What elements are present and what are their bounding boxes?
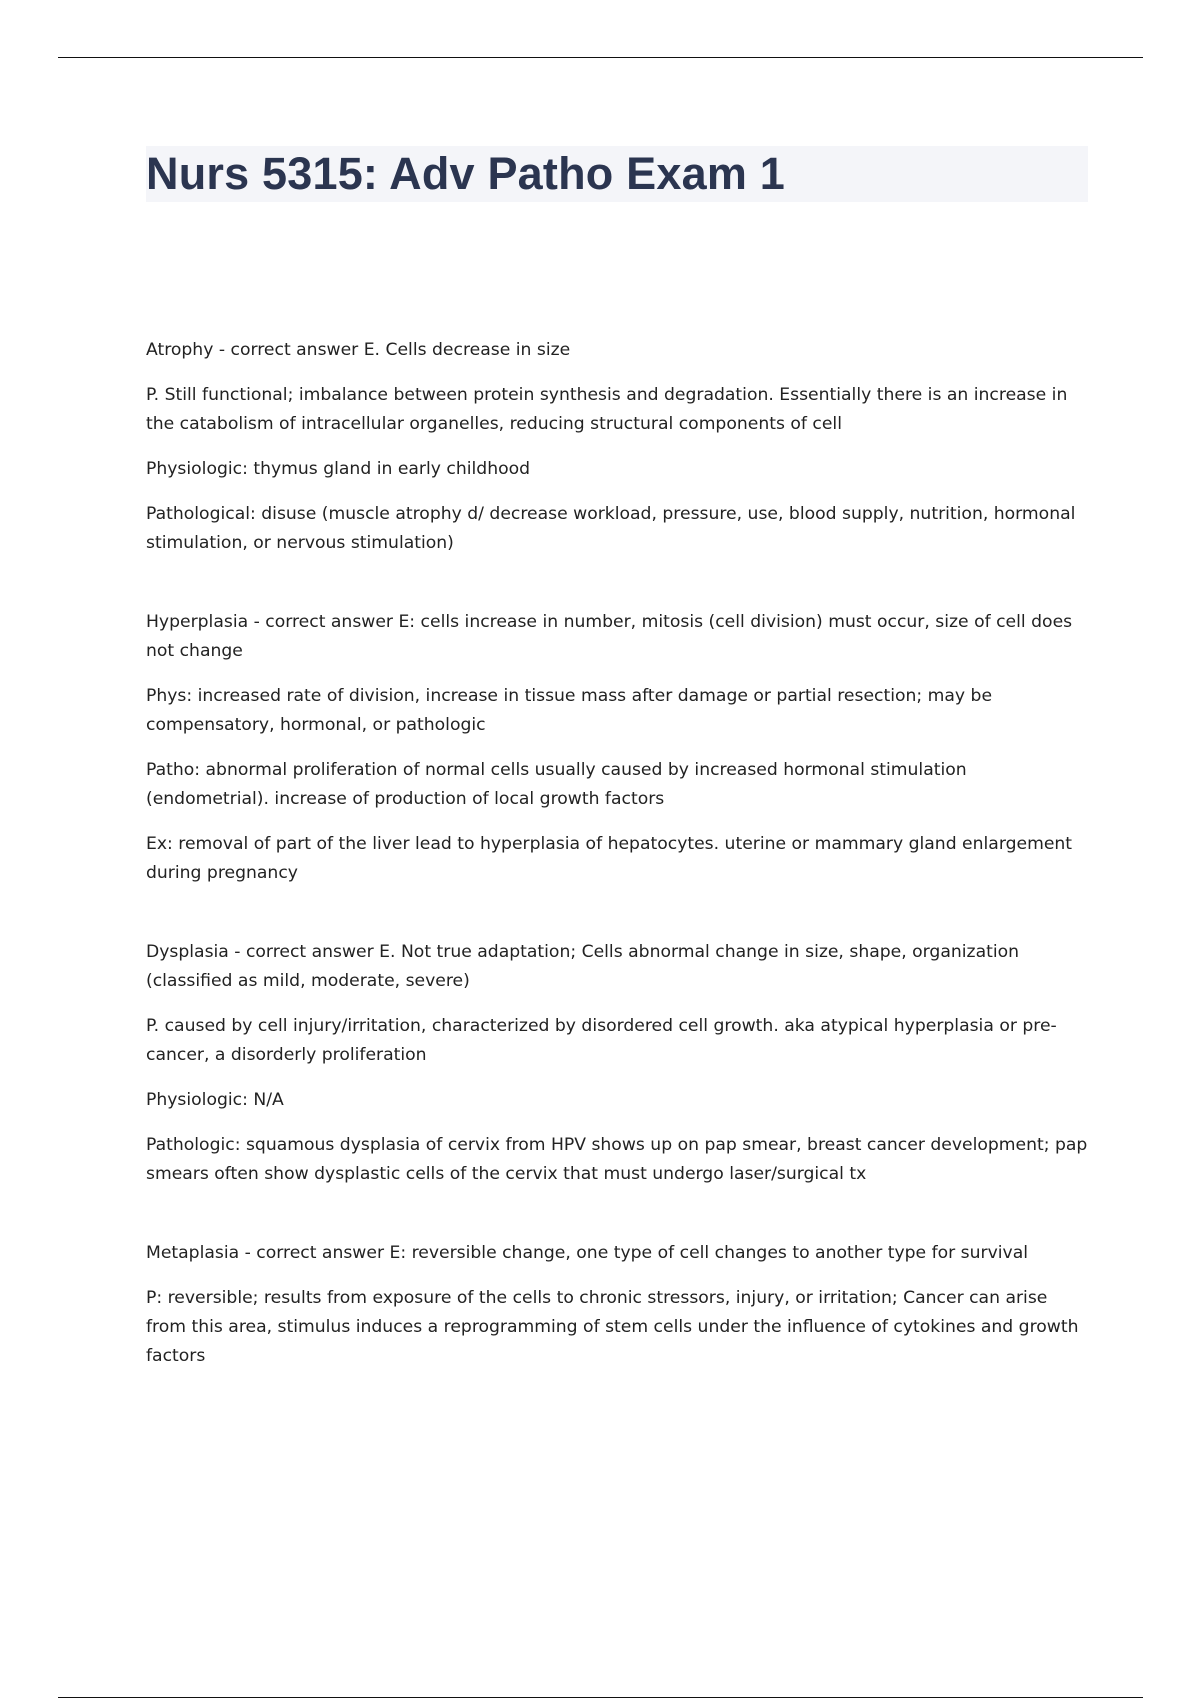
hyperplasia-pathologic: Patho: abnormal proliferation of normal cells usually caused by increased hormonal stimulation (endometrial). increase of production of local growth factors [146, 760, 967, 809]
document-title: Nurs 5315: Adv Patho Exam 1 [146, 148, 785, 199]
metaplasia-definition: Metaplasia - correct answer E: reversible change, one type of cell changes to another type for survival [146, 1243, 1029, 1263]
atrophy-pathological: Pathological: disuse (muscle atrophy d/ decrease workload, pressure, use, blood supply, nutrition, hormonal stimulation, or nervous stimulation) [146, 504, 1076, 553]
dysplasia-pathologic: Pathologic: squamous dysplasia of cervix from HPV shows up on pap smear, breast cancer development; pap smears often show dysplastic cells of the cervix that must undergo laser/surgical tx [146, 1135, 1088, 1184]
section-dysplasia [146, 938, 1091, 1189]
dysplasia-physiologic: Physiologic: N/A [146, 1090, 284, 1110]
atrophy-pathophysiology: P. Still functional; imbalance between protein synthesis and degradation. Essentially there is an increase in the catabolism of intracellular organelles, reducing structural components of cell [146, 385, 1068, 434]
atrophy-physiologic: Physiologic: thymus gland in early childhood [146, 459, 531, 479]
document-body [146, 336, 1091, 1421]
section-hyperplasia [146, 608, 1091, 888]
top-rule [58, 57, 1143, 58]
bottom-rule [58, 1697, 1143, 1698]
atrophy-definition: Atrophy - correct answer E. Cells decrease in size [146, 340, 571, 360]
section-atrophy [146, 336, 1091, 558]
hyperplasia-example: Ex: removal of part of the liver lead to hyperplasia of hepatocytes. uterine or mammary gland enlargement during pregnancy [146, 834, 1073, 883]
dysplasia-definition: Dysplasia - correct answer E. Not true adaptation; Cells abnormal change in size, shape, organization (classified as mild, moderate, severe) [146, 942, 1020, 991]
hyperplasia-definition: Hyperplasia - correct answer E: cells increase in number, mitosis (cell division) must occur, size of cell does not change [146, 612, 1073, 661]
dysplasia-pathophysiology: P. caused by cell injury/irritation, characterized by disordered cell growth. aka atypical hyperplasia or pre-cancer, a disorderly proliferation [146, 1016, 1057, 1065]
metaplasia-pathophysiology: P: reversible; results from exposure of the cells to chronic stressors, injury, or irritation; Cancer can arise from this area, stimulus induces a reprogramming of stem cells under the influence of cytokines and growth factors [146, 1288, 1079, 1366]
section-metaplasia [146, 1239, 1091, 1371]
hyperplasia-physiologic: Phys: increased rate of division, increase in tissue mass after damage or partial resection; may be compensatory, hormonal, or pathologic [146, 686, 993, 735]
